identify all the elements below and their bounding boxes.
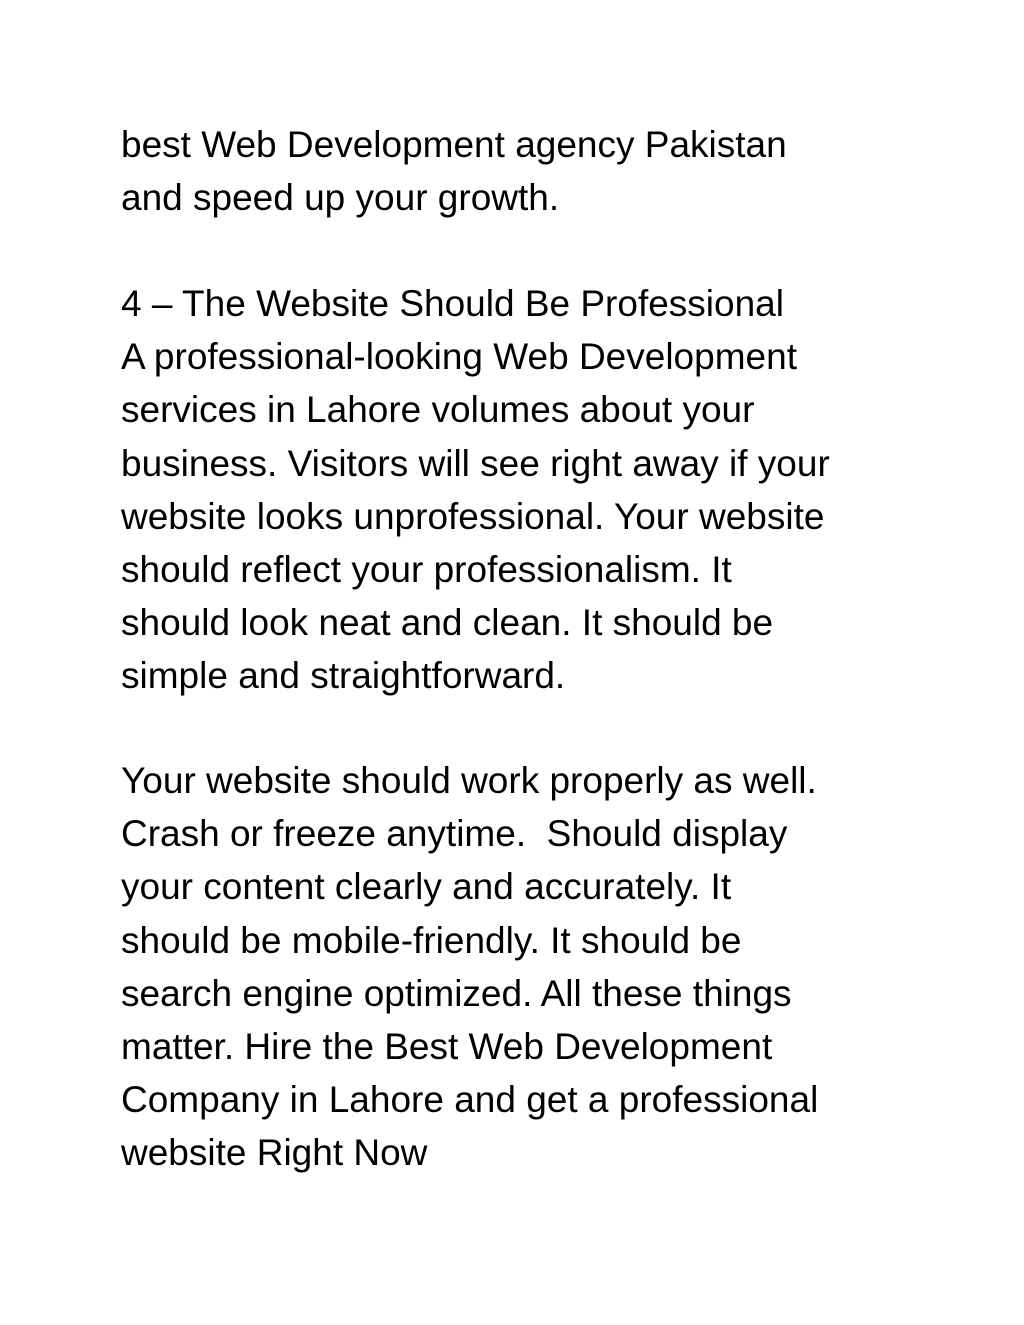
text-line: A professional-looking Web Development: [121, 336, 797, 378]
intro-paragraph: [121, 118, 921, 224]
text-line: and speed up your growth.: [121, 177, 560, 219]
text-line: best Web Development agency Pakistan: [121, 124, 787, 165]
text-line: should reflect your professionalism. It: [121, 548, 732, 590]
text-line: search engine optimized. All these things: [121, 972, 792, 1014]
section-4: [121, 277, 921, 703]
section-heading: 4 – The Website Should Be Professional: [121, 283, 784, 324]
text-line: simple and straightforward.: [121, 655, 566, 697]
text-line: services in Lahore volumes about your: [121, 389, 755, 431]
closing-paragraph: [121, 754, 921, 1180]
text-line: business. Visitors will see right away if your: [121, 442, 830, 484]
text-line: should be mobile-friendly. It should be: [121, 919, 742, 961]
text-line: Company in Lahore and get a professional: [121, 1079, 819, 1121]
text-line: Your website should work properly as well.: [121, 760, 817, 801]
text-line: website looks unprofessional. Your website: [121, 495, 825, 537]
text-line: Crash or freeze anytime. Should display: [121, 813, 788, 855]
text-line: website Right Now: [121, 1132, 428, 1174]
text-line: matter. Hire the Best Web Development: [121, 1025, 773, 1067]
text-line: should look neat and clean. It should be: [121, 602, 774, 644]
text-line: your content clearly and accurately. It: [121, 866, 732, 908]
